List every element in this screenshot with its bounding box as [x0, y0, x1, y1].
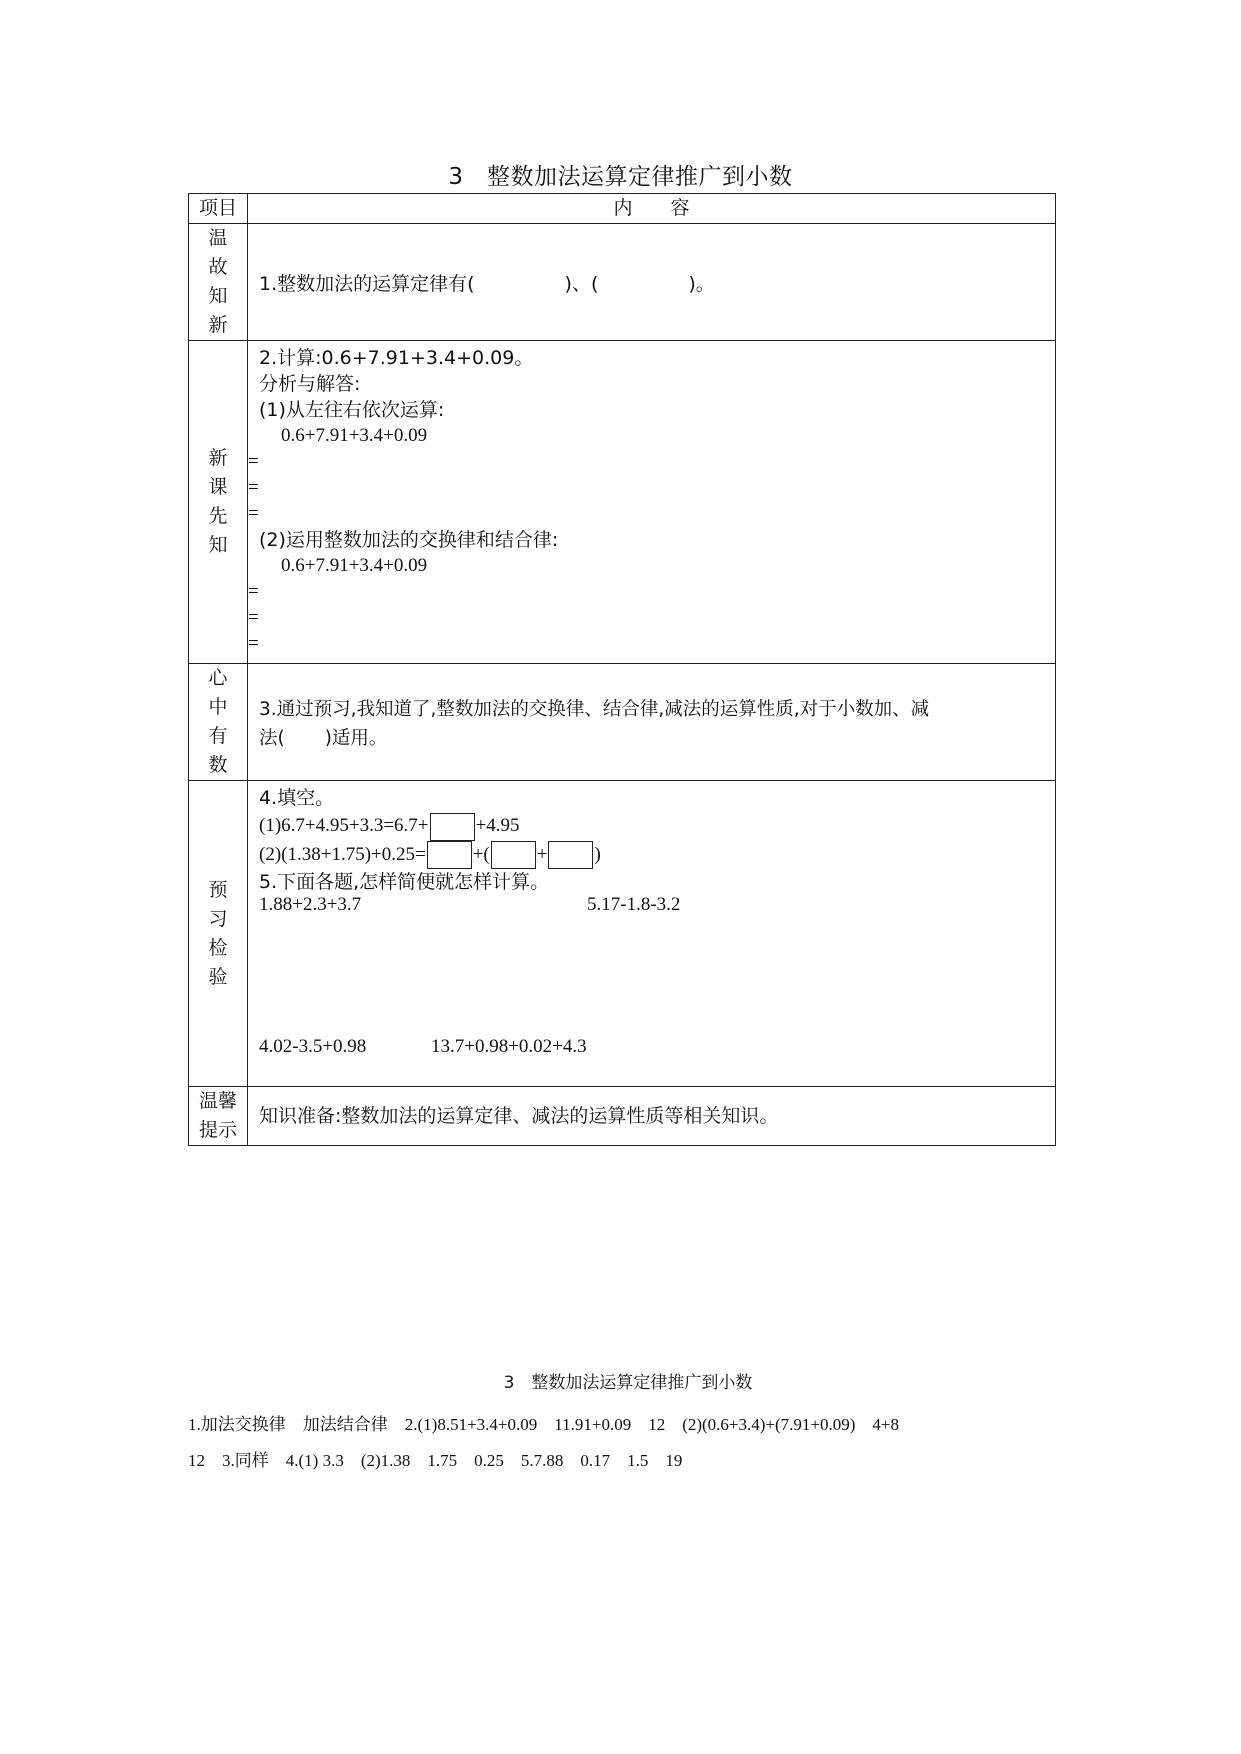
table-row-new-lesson — [189, 341, 1056, 664]
table-row-understanding — [189, 664, 1056, 781]
problem-5a: 1.88+2.3+3.7 — [259, 894, 362, 915]
answer-key — [188, 1368, 1068, 1479]
equals-line: = — [248, 633, 259, 654]
problem-5d: 13.7+0.98+0.02+4.3 — [431, 1036, 587, 1057]
tip-content — [248, 1087, 1056, 1146]
question-2: 2.计算:0.6+7.91+3.4+0.09。 — [259, 347, 534, 369]
method-1-label: (1)从左往右依次运算: — [259, 399, 445, 421]
equals-line: = — [248, 477, 259, 498]
equals-line: = — [248, 451, 259, 472]
question-1: 1.整数加法的运算定律有( )、( )。 — [259, 272, 715, 295]
equals-line: = — [248, 503, 259, 524]
header-content: 内 容 — [248, 194, 1056, 224]
category-new-lesson: 新 课 先 知 — [189, 341, 248, 664]
analysis-label: 分析与解答: — [259, 373, 361, 395]
problem-5c: 4.02-3.5+0.98 — [259, 1036, 367, 1057]
fill-box[interactable] — [427, 841, 472, 869]
question-4-2: (2)(1.38+1.75)+0.25= +( + ) — [259, 841, 1045, 870]
category-check: 预 习 检 验 — [189, 781, 248, 1087]
equals-line: = — [248, 607, 259, 628]
table-row-review — [189, 224, 1056, 341]
preview-table — [188, 193, 1056, 1146]
question-3: 3.通过预习,我知道了,整数加法的交换律、结合律,减法的运算性质,对于小数加、减 法( )适用。 — [259, 699, 930, 749]
fill-box[interactable] — [548, 841, 593, 869]
equals-line: = — [248, 581, 259, 602]
method-2-label: (2)运用整数加法的交换律和结合律: — [259, 529, 559, 551]
fill-box[interactable] — [430, 813, 475, 841]
tip-text: 知识准备:整数加法的运算定律、减法的运算性质等相关知识。 — [259, 1104, 779, 1127]
expression-2: 0.6+7.91+3.4+0.09 — [281, 555, 428, 576]
answer-title: 3 整数加法运算定律推广到小数 — [503, 1373, 753, 1393]
table-header-row — [189, 194, 1056, 224]
category-tip: 温馨 提示 — [189, 1087, 248, 1146]
category-review: 温 故 知 新 — [189, 224, 248, 341]
question-4-1: (1)6.7+4.95+3.3=6.7+ +4.95 — [259, 812, 1045, 841]
check-content — [248, 781, 1056, 1087]
understanding-content — [248, 664, 1056, 781]
category-understanding: 心 中 有 数 — [189, 664, 248, 781]
fill-box[interactable] — [491, 841, 536, 869]
table-row-tip — [189, 1087, 1056, 1146]
worksheet-title: 3 整数加法运算定律推广到小数 — [448, 164, 793, 190]
header-project: 项目 — [189, 194, 248, 224]
table-row-check — [189, 781, 1056, 1087]
answer-line-1: 1.加法交换律 加法结合律 2.(1)8.51+3.4+0.09 11.91+0.09 12 (2)(0.6+3.4)+(7.91+0.09) 4+8 — [188, 1415, 900, 1434]
problem-5b: 5.17-1.8-3.2 — [587, 894, 681, 915]
question-4: 4.填空。 — [259, 787, 335, 809]
question-5: 5.下面各题,怎样简便就怎样计算。 — [259, 871, 550, 894]
answer-line-2: 12 3.同样 4.(1) 3.3 (2)1.38 1.75 0.25 5.7.88 0.17 1.5 19 — [188, 1451, 683, 1470]
expression-1: 0.6+7.91+3.4+0.09 — [281, 425, 428, 446]
new-lesson-content — [248, 341, 1056, 664]
review-content — [248, 224, 1056, 341]
